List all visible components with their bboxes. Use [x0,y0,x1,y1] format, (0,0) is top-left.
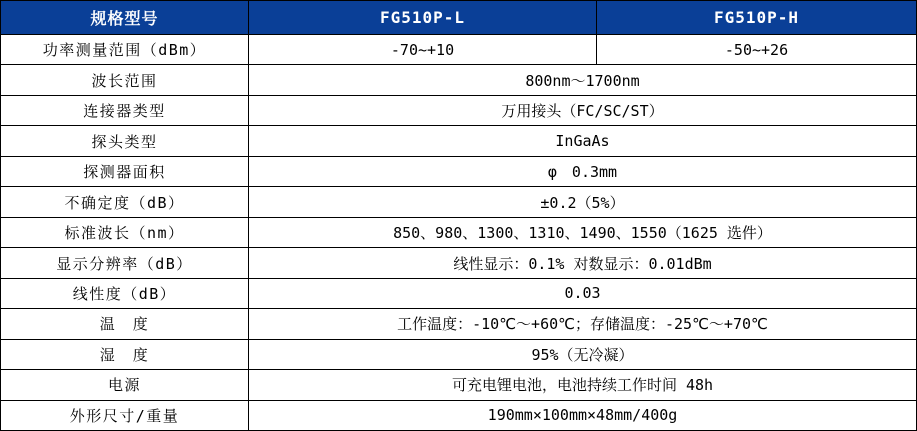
row-value: 95%（无冷凝） [248,340,916,369]
header-spec-model: 规格型号 [90,9,159,28]
header-model-fg510p-h: FG510P-H [596,1,916,34]
table-row-standard-wavelengths [1,217,916,247]
row-label: 外形尺寸/重量 [69,406,180,425]
table-row-linearity [1,278,916,308]
table-row-connector-type [1,95,916,125]
row-label: 电源 [107,376,141,395]
row-value: φ 0.3mm [248,157,916,186]
row-value: 万用接头（FC/SC/ST） [248,96,916,125]
row-value: 850、980、1300、1310、1490、1550（1625 选件） [248,218,916,247]
row-label: 显示分辨率（dB） [56,254,193,273]
table-row-temperature [1,308,916,338]
table-row-probe-type [1,125,916,155]
row-label: 探头类型 [91,132,158,151]
row-value: ±0.2（5%） [248,187,916,216]
row-value-fg510p-l: -70~+10 [248,35,596,64]
row-value: 工作温度：-10℃～+60℃；存储温度：-25℃～+70℃ [248,309,916,338]
row-value: 可充电锂电池，电池持续工作时间 48h [248,370,916,399]
row-label: 不确定度（dB） [64,193,185,212]
row-label: 标准波长（nm） [64,224,185,243]
table-row-power-range [1,34,916,64]
row-label: 线性度（dB） [72,284,177,303]
table-row-wavelength-range [1,64,916,94]
row-label: 温 度 [99,315,150,334]
row-value: 0.03 [248,279,916,308]
table-row-uncertainty [1,186,916,216]
table-row-display-resolution [1,247,916,277]
row-label: 连接器类型 [83,102,166,121]
table-header-row [1,1,916,34]
table-row-dimensions-weight [1,400,916,430]
row-label: 功率测量范围（dBm） [42,41,207,60]
header-model-fg510p-l: FG510P-L [248,1,596,34]
row-label: 湿 度 [99,345,150,364]
row-value: 线性显示：0.1% 对数显示：0.01dBm [248,248,916,277]
row-value-fg510p-h: -50~+26 [596,35,916,64]
row-value: 800nm～1700nm [248,65,916,94]
row-value: 190mm×100mm×48mm/400g [248,401,916,430]
row-value: InGaAs [248,126,916,155]
row-label: 波长范围 [91,71,158,90]
row-label: 探测器面积 [83,163,166,182]
table-row-power-supply [1,369,916,399]
table-row-detector-area [1,156,916,186]
table-row-humidity [1,339,916,369]
